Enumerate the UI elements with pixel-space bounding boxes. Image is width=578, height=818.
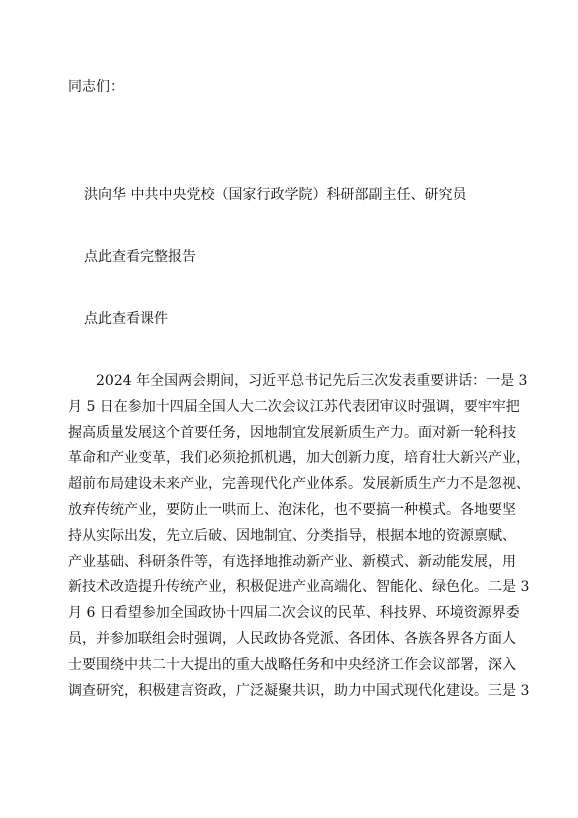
paragraph-line: 员，并参加联组会时强调，人民政协各党派、各团体、各族各界各方面人	[68, 630, 516, 647]
paragraph-line: 放弃传统产业，要防止一哄而上、泡沫化，也不要搞一种模式。各地要坚	[68, 501, 516, 518]
body-paragraph	[68, 369, 530, 704]
greeting: 同志们：	[68, 79, 124, 95]
paragraph-line: 持从实际出发，先立后破、因地制宜、分类指导，根据本地的资源禀赋、	[68, 527, 516, 544]
author-line: 洪向华 中共中央党校（国家行政学院）科研部副主任、研究员	[84, 187, 467, 203]
paragraph-line: 超前布局建设未来产业，完善现代化产业体系。发展新质生产力不是忽视、	[68, 476, 530, 493]
paragraph-line: 月 6 日看望参加全国政协十四届二次会议的民革、科技界、环境资源界委	[68, 605, 520, 622]
paragraph-line: 月 5 日在参加十四届全国人大二次会议江苏代表团审议时强调，要牢牢把	[68, 398, 520, 415]
courseware-link[interactable]: 点此查看课件	[84, 311, 168, 327]
paragraph-line: 握高质量发展这个首要任务，因地制宜发展新质生产力。面对新一轮科技	[68, 424, 516, 441]
paragraph-line: 调查研究，积极建言资政，广泛凝聚共识，助力中国式现代化建设。三是 3	[68, 682, 530, 699]
paragraph-line: 新技术改造提升传统产业，积极促进产业高端化、智能化、绿色化。二是 3	[68, 579, 530, 596]
paragraph-line: 2024 年全国两会期间，习近平总书记先后三次发表重要讲话：一是 3	[96, 373, 528, 389]
paragraph-line: 革命和产业变革，我们必须抢抓机遇，加大创新力度，培育壮大新兴产业，	[68, 450, 530, 467]
paragraph-line: 士要围绕中共二十大提出的重大战略任务和中央经济工作会议部署，深入	[68, 656, 516, 673]
full-report-link[interactable]: 点此查看完整报告	[84, 249, 196, 265]
paragraph-line: 产业基础、科研条件等，有选择地推动新产业、新模式、新动能发展，用	[68, 553, 516, 570]
